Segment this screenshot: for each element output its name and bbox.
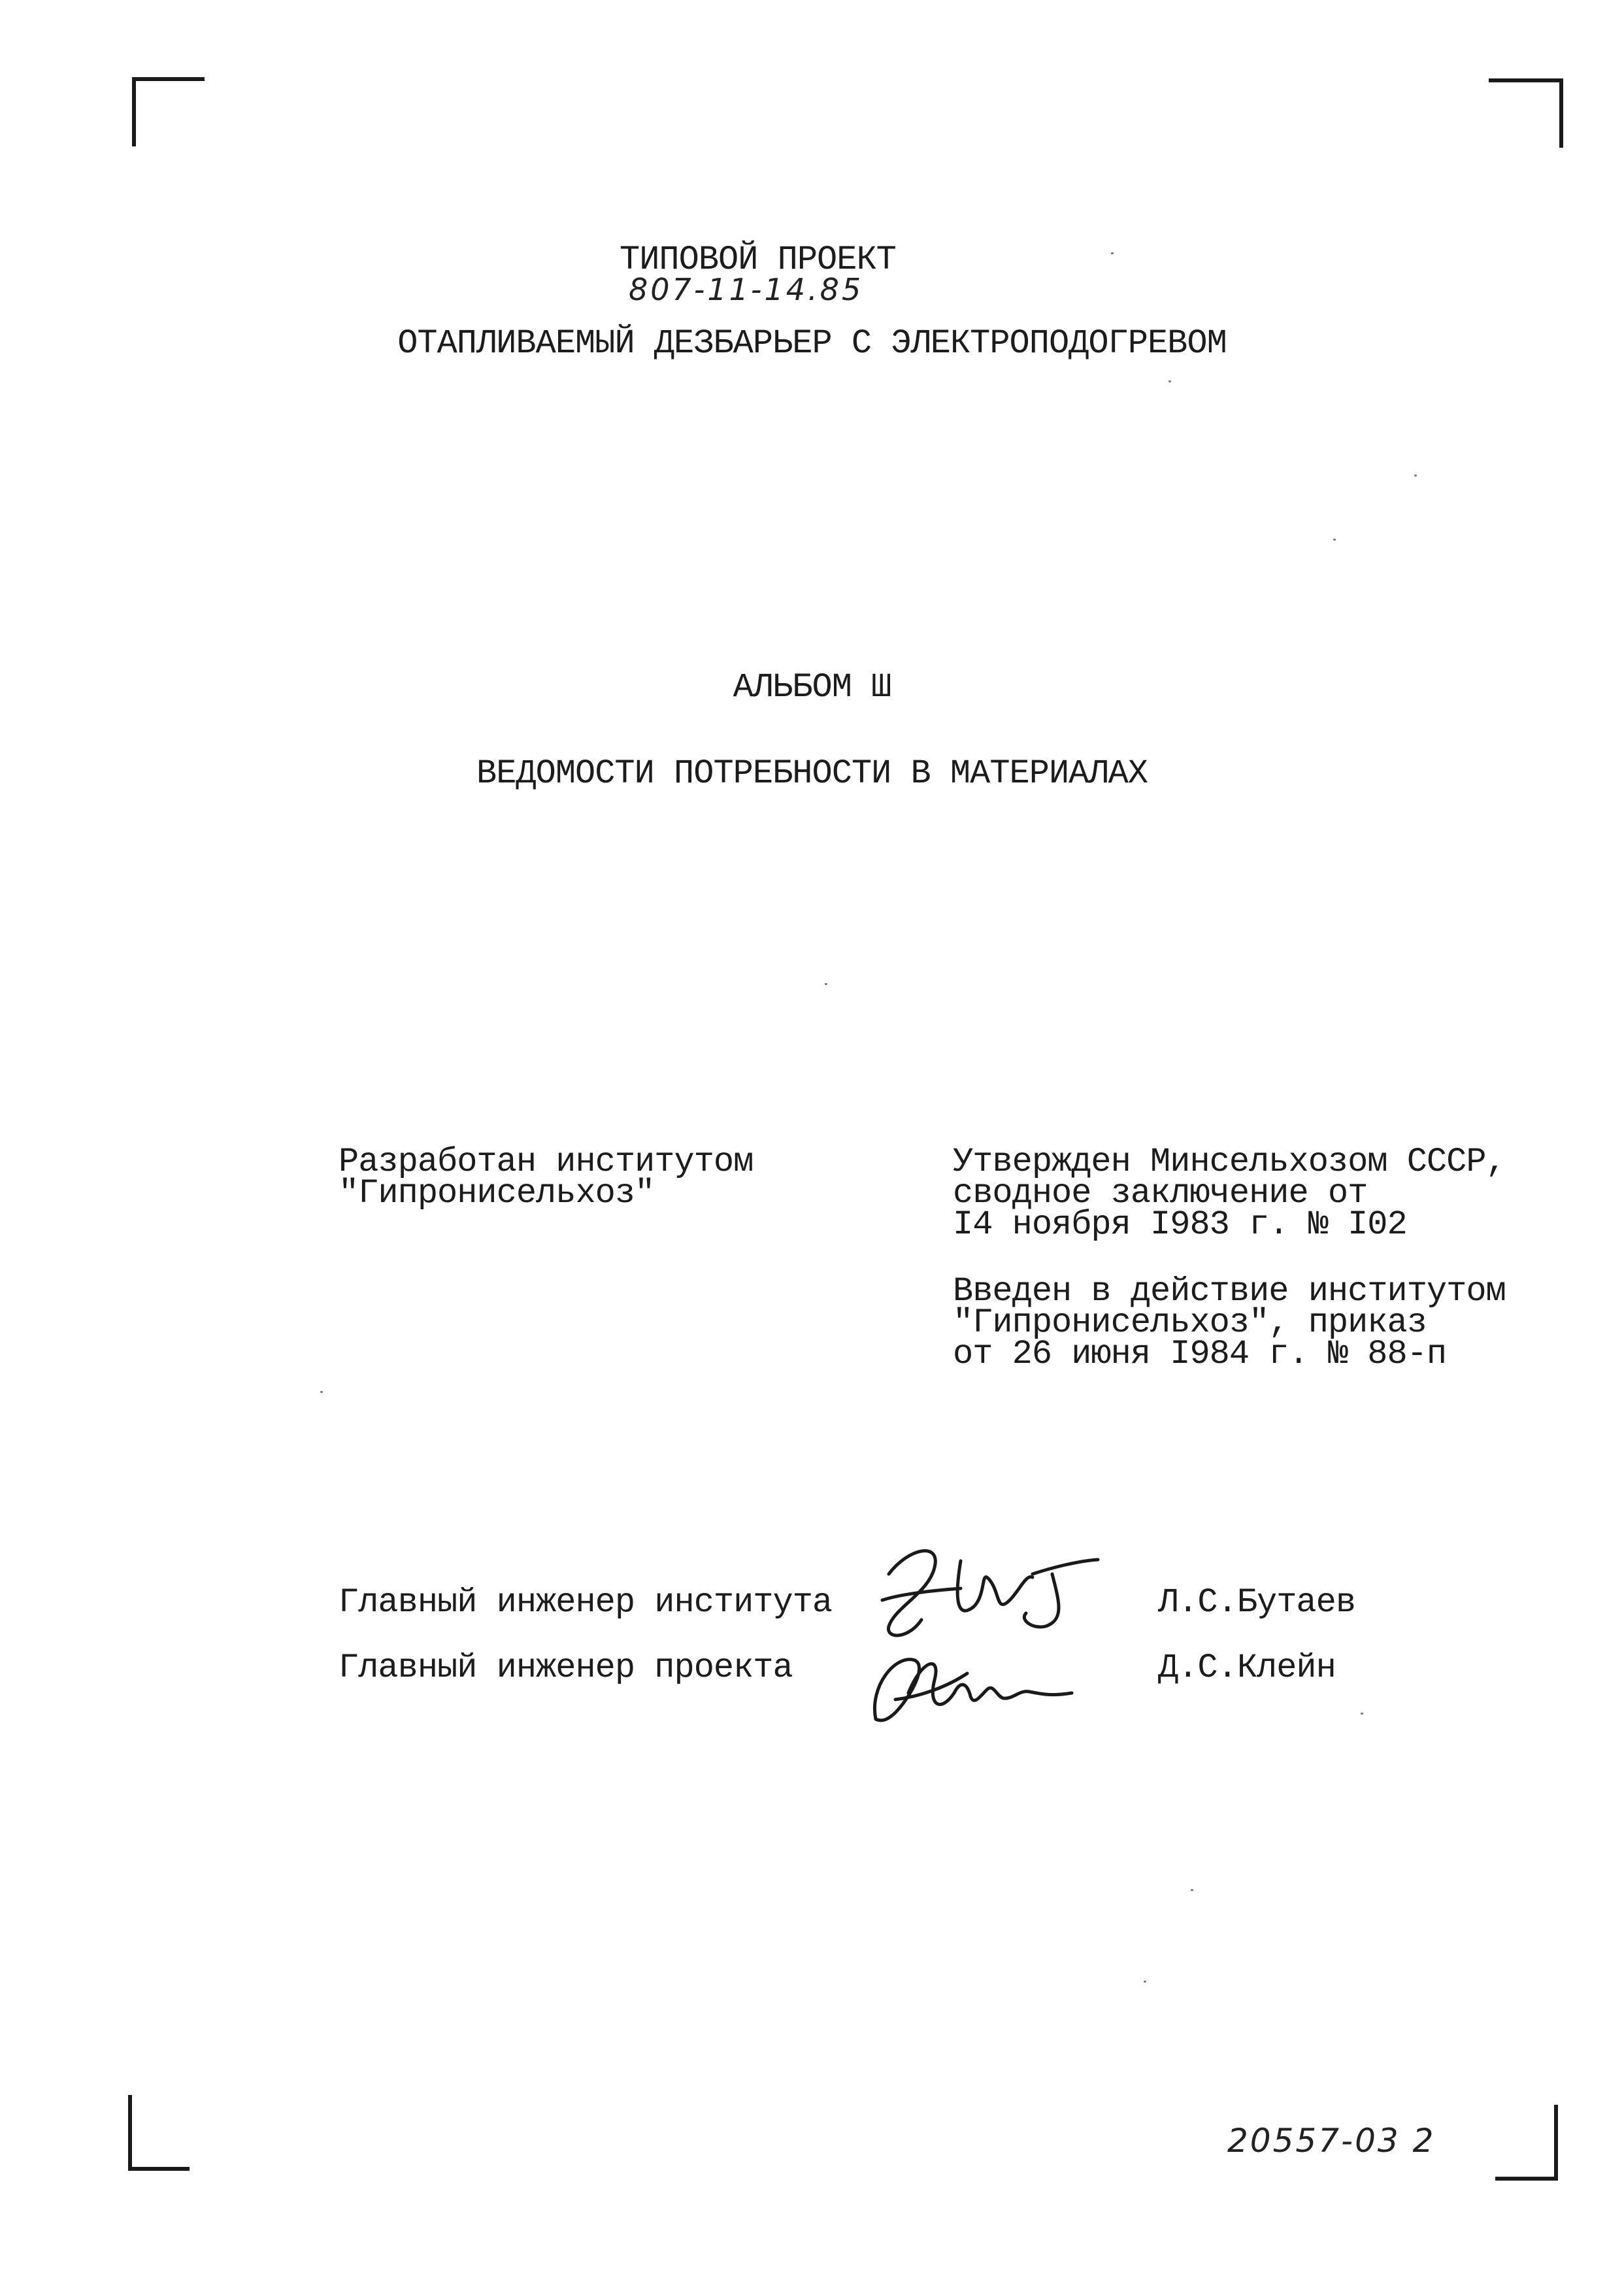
- scan-speck: [825, 983, 827, 985]
- handwritten-signature-2: [856, 1634, 1104, 1732]
- corner-mark-bottom-left: [128, 2095, 190, 2171]
- scan-speck: [320, 1391, 323, 1393]
- album-number: АЛЬБОМ Ш: [733, 668, 891, 707]
- enactment-line-3: от 26 июня I984 г. № 88-п: [953, 1335, 1447, 1373]
- scan-speck: [1333, 539, 1336, 541]
- approval-line-2: сводное заключение от: [953, 1174, 1368, 1213]
- enactment-line-1: Введен в действие институтом: [953, 1272, 1506, 1311]
- corner-mark-top-left: [132, 77, 205, 146]
- scan-speck: [1191, 1889, 1193, 1891]
- archive-number: 20557-03 2: [1227, 2122, 1436, 2160]
- developer-line-1: Разработан институтом: [339, 1143, 754, 1181]
- project-number: 807-11-14.85: [629, 272, 864, 307]
- album-title: ВЕДОМОСТИ ПОТРЕБНОСТИ В МАТЕРИАЛАХ: [476, 754, 1148, 793]
- developer-line-2: "Гипронисельхоз": [339, 1174, 655, 1213]
- enactment-line-2: "Гипронисельхоз", приказ: [953, 1303, 1427, 1342]
- scan-speck: [1414, 475, 1417, 477]
- scan-speck: [1168, 380, 1171, 382]
- handwritten-signature-1: [863, 1528, 1111, 1646]
- scan-speck: [1361, 1713, 1363, 1715]
- doc-type-heading: ТИПОВОЙ ПРОЕКТ: [620, 241, 896, 279]
- approval-line-1: Утвержден Минсельхозом СССР,: [953, 1143, 1506, 1181]
- approval-line-3: I4 ноября I983 г. № I02: [953, 1205, 1407, 1244]
- signature-role: Главный инженер института: [339, 1583, 833, 1622]
- corner-mark-bottom-right: [1495, 2105, 1558, 2181]
- signatory-name: Л.С.Бутаев: [1158, 1583, 1356, 1622]
- corner-mark-top-right: [1489, 78, 1563, 148]
- scan-speck: [1144, 1981, 1146, 1983]
- signatory-name: Д.С.Клейн: [1158, 1649, 1336, 1687]
- signature-role: Главный инженер проекта: [339, 1649, 793, 1687]
- project-title: ОТАПЛИВАЕМЫЙ ДЕЗБАРЬЕР С ЭЛЕКТРОПОДОГРЕВОМ: [397, 324, 1227, 363]
- scan-speck: [1111, 252, 1114, 254]
